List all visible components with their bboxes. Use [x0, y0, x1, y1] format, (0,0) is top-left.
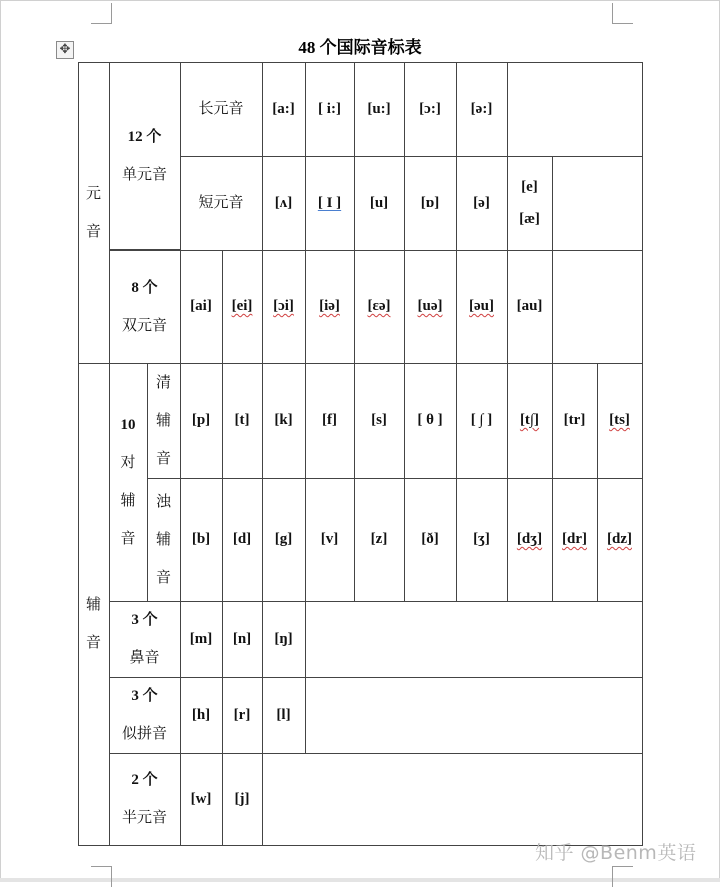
label-char: 对	[120, 455, 136, 471]
voiced-symbol-text: [dr]	[562, 531, 587, 547]
diphthong-symbol-text: [ei]	[231, 298, 253, 314]
diphthong-symbol	[262, 250, 306, 364]
category-consonants	[78, 363, 110, 846]
pinyin-like-count: 3 个	[131, 688, 158, 704]
voiced-symbol-text: [dʒ]	[516, 531, 543, 547]
diphthong-symbol	[456, 250, 508, 364]
label-char: 10	[120, 417, 136, 433]
category-char: 元	[85, 185, 101, 202]
category-char: 音	[85, 635, 101, 651]
label-char: 音	[155, 569, 171, 586]
short-vowel-symbol: [ə]	[456, 156, 508, 251]
short-vowel-symbol: [ɒ]	[404, 156, 457, 251]
nasal-label	[109, 601, 181, 678]
watermark: 知乎 @Benm英语	[535, 842, 697, 864]
voiceless-symbol: [tr]	[552, 363, 598, 479]
diphthong-symbol-text: [əu]	[469, 298, 494, 314]
diphthong-symbol	[305, 250, 355, 364]
document-title: 48 个国际音标表	[298, 38, 422, 57]
label-char: 音	[155, 450, 171, 467]
monophthong-count: 12 个	[127, 128, 162, 145]
diphthong-symbol	[222, 250, 263, 364]
nasal-symbol: [n]	[222, 601, 263, 678]
long-vowel-symbol: [ɔ:]	[404, 62, 457, 157]
label-char: 辅	[120, 493, 136, 509]
empty-cell	[305, 601, 643, 678]
diphthong-symbol-text: [iə]	[319, 298, 340, 314]
table-move-handle-icon[interactable]: ✥	[56, 41, 74, 59]
diphthong-symbol: [ai]	[180, 250, 223, 364]
voiceless-symbol: [ ∫ ]	[456, 363, 508, 479]
voiceless-symbol: [s]	[354, 363, 405, 479]
nasal-count: 3 个	[131, 612, 158, 628]
voiced-symbol: [ʒ]	[456, 478, 508, 602]
voiceless-symbol	[597, 363, 643, 479]
voiced-symbol: [z]	[354, 478, 405, 602]
diphthong-name: 双元音	[121, 317, 167, 334]
short-vowel-symbol: [e]	[521, 179, 538, 195]
voiced-symbol	[552, 478, 598, 602]
category-char: 辅	[85, 597, 101, 613]
consonant-pairs-label	[109, 363, 148, 602]
diphthong-symbol: [au]	[507, 250, 553, 364]
long-vowel-symbol: [ə:]	[456, 62, 508, 157]
voiced-label	[147, 478, 181, 602]
pinyin-like-name: 似拼音	[121, 726, 167, 742]
voiceless-symbol-text: [t∫]	[519, 412, 540, 428]
voiceless-symbol	[507, 363, 553, 479]
short-vowel-symbol	[305, 156, 355, 251]
voiceless-symbol-text: [ts]	[609, 412, 630, 428]
voiced-symbol: [b]	[180, 478, 223, 602]
voiced-symbol	[507, 478, 553, 602]
semivowel-count: 2 个	[131, 772, 158, 788]
pinyin-like-label	[109, 677, 181, 754]
long-vowel-symbol: [u:]	[354, 62, 405, 157]
semivowel-symbol: [w]	[180, 753, 223, 846]
long-vowel-symbol: [ i:]	[305, 62, 355, 157]
diphthong-symbol	[354, 250, 405, 364]
voiced-symbol: [d]	[222, 478, 263, 602]
label-char: 清	[155, 374, 171, 391]
diphthong-count: 8 个	[131, 279, 158, 296]
monophthong-name: 单元音	[121, 166, 167, 183]
diphthong-symbol	[404, 250, 457, 364]
category-vowels	[78, 62, 110, 364]
label-char: 辅	[155, 412, 171, 429]
label-char: 浊	[155, 493, 171, 510]
semivowel-label	[109, 753, 181, 846]
pinyin-like-symbol: [h]	[180, 677, 223, 754]
long-vowel-label: 长元音	[180, 62, 263, 157]
label-char: 辅	[155, 531, 171, 548]
diphthong-symbol-text: [ɔi]	[273, 298, 294, 314]
short-vowel-symbol: [u]	[354, 156, 405, 251]
long-vowel-symbol: [a:]	[262, 62, 306, 157]
short-vowel-stacked	[507, 156, 553, 251]
diphthong-label	[109, 250, 181, 364]
category-char: 音	[85, 223, 101, 240]
margin-corner-bottom-left	[91, 866, 112, 887]
label-char: 音	[120, 531, 136, 547]
voiceless-symbol: [k]	[262, 363, 306, 479]
voiceless-symbol: [ θ ]	[404, 363, 457, 479]
empty-cell	[262, 753, 643, 846]
margin-corner-bottom-right	[612, 866, 633, 887]
nasal-symbol: [m]	[180, 601, 223, 678]
voiced-symbol: [v]	[305, 478, 355, 602]
nasal-symbol: [ŋ]	[262, 601, 306, 678]
voiced-symbol-text: [dz]	[607, 531, 632, 547]
empty-cell	[552, 156, 643, 251]
voiced-symbol	[597, 478, 643, 602]
short-vowel-label: 短元音	[180, 156, 263, 251]
voiceless-symbol: [f]	[305, 363, 355, 479]
margin-corner-top-left	[91, 3, 112, 24]
semivowel-symbol: [j]	[222, 753, 263, 846]
voiced-symbol: [ð]	[404, 478, 457, 602]
pinyin-like-symbol: [r]	[222, 677, 263, 754]
empty-cell	[552, 250, 643, 364]
diphthong-symbol-text: [uə]	[417, 298, 443, 314]
voiceless-symbol: [p]	[180, 363, 223, 479]
empty-cell	[305, 677, 643, 754]
short-vowel-symbol: [æ]	[519, 211, 540, 227]
voiceless-symbol: [t]	[222, 363, 263, 479]
voiced-symbol: [g]	[262, 478, 306, 602]
semivowel-name: 半元音	[121, 810, 167, 826]
nasal-name: 鼻音	[129, 650, 160, 666]
monophthong-label	[109, 62, 181, 250]
short-vowel-symbol: [ʌ]	[262, 156, 306, 251]
diphthong-symbol-text: [εə]	[367, 298, 391, 314]
pinyin-like-symbol: [l]	[262, 677, 306, 754]
margin-corner-top-right	[612, 3, 633, 24]
empty-cell	[507, 62, 643, 157]
short-vowel-symbol-text: [ I ]	[317, 194, 342, 211]
voiceless-label	[147, 363, 181, 479]
